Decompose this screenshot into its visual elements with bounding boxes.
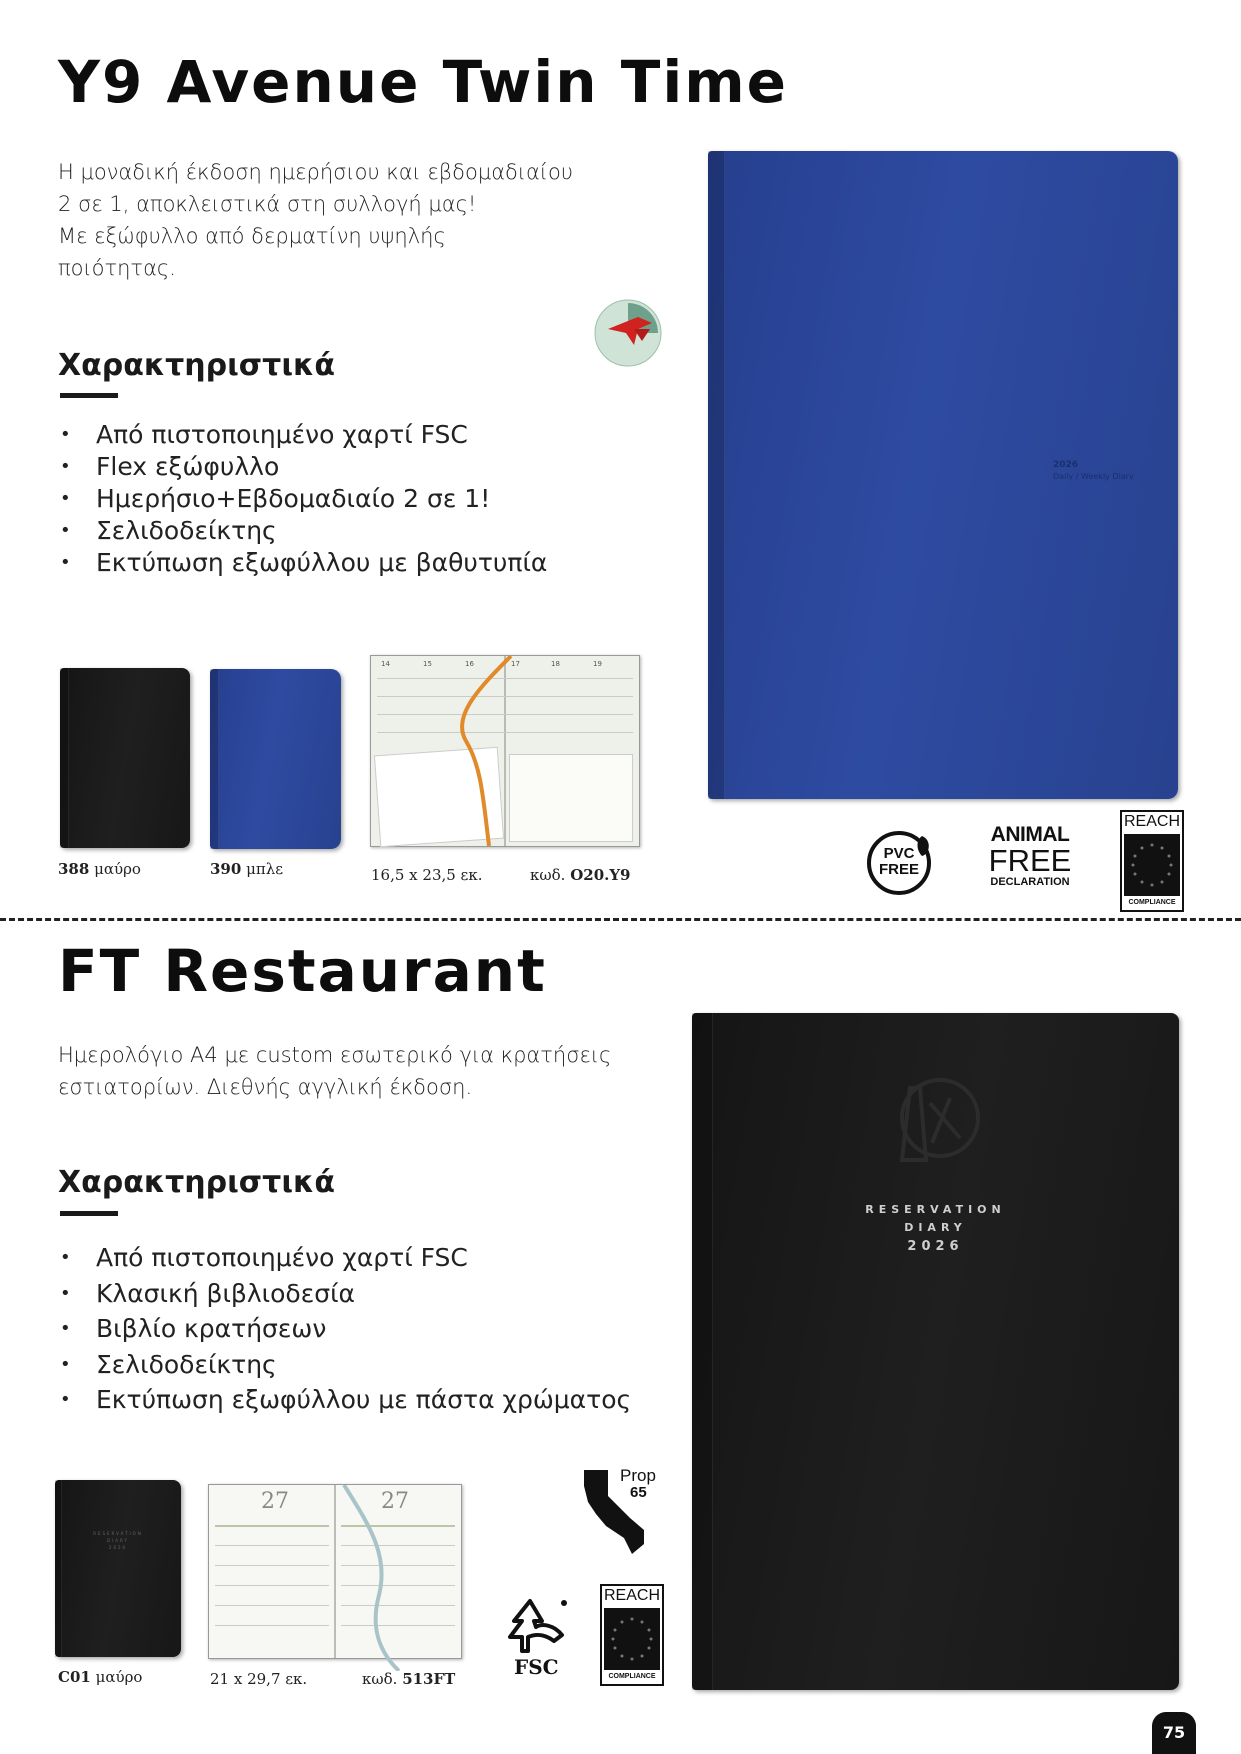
compliance-label: COMPLIANCE xyxy=(1128,899,1176,906)
diary-day-number: 27 xyxy=(381,1489,409,1514)
feature-item: • Από πιστοποιημένο χαρτί FSC xyxy=(58,1240,631,1276)
thumbnail-spine xyxy=(55,1480,62,1657)
diary-number: 17 xyxy=(511,660,520,668)
section1-feature-list xyxy=(58,419,547,579)
variant-caption-388 xyxy=(58,860,141,878)
cover-subtitle: DIARY xyxy=(904,1221,967,1234)
reach-label: REACH xyxy=(1123,813,1180,830)
diary-number: 15 xyxy=(423,660,432,668)
variant-thumbnail-blue xyxy=(210,669,341,849)
feature-item: • Εκτύπωση εξωφύλλου με βαθυτυπία xyxy=(58,547,547,579)
feature-item: • Εκτύπωση εξωφύλλου με πάστα χρώματος xyxy=(58,1382,631,1418)
feature-item: • Βιβλίο κρατήσεων xyxy=(58,1311,631,1347)
prop-65-badge xyxy=(580,1468,664,1558)
heading-underline xyxy=(60,393,118,398)
ribbon-bookmark xyxy=(371,656,639,846)
variant-caption-390 xyxy=(210,860,283,878)
intro-line: Ημερολόγιο Α4 με custom εσωτερικό για κρατήσεις xyxy=(58,1043,612,1067)
section1-features-heading: Χαρακτηριστικά xyxy=(58,348,335,383)
variant-code: 390 xyxy=(210,860,242,878)
feature-item: • Από πιστοποιημένο χαρτί FSC xyxy=(58,419,547,451)
intro-line: ποιότητας. xyxy=(58,256,176,280)
intro-line: Με εξώφυλλο από δερματίνη υψηλής xyxy=(58,224,446,248)
free-label: FREE xyxy=(988,843,1072,878)
bookmark-icon xyxy=(594,299,662,367)
code-label: κωδ. xyxy=(362,1670,398,1688)
feature-item: • Κλασική βιβλιοδεσία xyxy=(58,1276,631,1312)
variant-color: μαύρο xyxy=(95,1668,143,1686)
cover-year: 2026 xyxy=(1053,460,1079,470)
intro-line: εστιατορίων. Διεθνής αγγλική έκδοση. xyxy=(58,1075,473,1099)
cover-title: RESERVATION xyxy=(865,1203,1006,1216)
pvc-label: FREE xyxy=(878,861,919,878)
eu-stars-icon xyxy=(604,1608,660,1670)
heading-underline xyxy=(60,1211,118,1216)
product-code-caption xyxy=(530,866,631,884)
diary-day-number: 27 xyxy=(261,1489,289,1514)
restaurant-emboss-icon xyxy=(880,1068,990,1178)
page-number: 75 xyxy=(1152,1712,1196,1754)
cover-spine xyxy=(692,1013,713,1690)
diary-number: 18 xyxy=(551,660,560,668)
pvc-label: PVC xyxy=(883,845,915,862)
variant-code: C01 xyxy=(58,1668,91,1686)
animal-label: ANIMAL xyxy=(990,823,1070,846)
size-caption: 16,5 x 23,5 εκ. xyxy=(371,866,483,884)
variant-thumbnail-black xyxy=(55,1480,181,1657)
section2-feature-list xyxy=(58,1240,631,1418)
intro-line: 2 σε 1, αποκλειστικά στη συλλογή μας! xyxy=(58,192,477,216)
ribbon-bookmark xyxy=(209,1485,461,1671)
size-caption: 21 x 29,7 εκ. xyxy=(210,1670,308,1688)
open-diary-weekly-image xyxy=(370,655,640,847)
feature-item: • Ημερήσιο+Εβδομαδιαίο 2 σε 1! xyxy=(58,483,547,515)
product-code-caption xyxy=(362,1670,455,1688)
thumbnail-cover-line: RESERVATION xyxy=(93,1531,143,1536)
black-reservation-diary-cover-image xyxy=(692,1013,1179,1690)
prop-number: 65 xyxy=(630,1484,647,1501)
feature-item: • Σελιδοδείκτης xyxy=(58,515,547,547)
feature-item: • Flex εξώφυλλο xyxy=(58,451,547,483)
section1-title: Y9 Avenue Twin Time xyxy=(58,48,788,116)
reach-label: REACH xyxy=(603,1587,660,1604)
diary-number: 14 xyxy=(381,660,390,668)
product-code: 513FT xyxy=(402,1670,456,1688)
section2-features-heading: Χαρακτηριστικά xyxy=(58,1165,335,1200)
variant-color: μπλε xyxy=(246,860,283,878)
variant-caption-c01 xyxy=(58,1668,142,1686)
animal-free-badge xyxy=(984,824,1076,889)
variant-color: μαύρο xyxy=(94,860,141,878)
open-diary-daily-image xyxy=(208,1484,462,1659)
diary-number: 19 xyxy=(593,660,602,668)
code-label: κωδ. xyxy=(530,866,566,884)
feature-item: • Σελιδοδείκτης xyxy=(58,1347,631,1383)
blue-diary-cover-image xyxy=(708,151,1178,799)
section-divider xyxy=(0,918,1241,921)
thumbnail-cover-line: 2026 xyxy=(108,1545,128,1550)
cover-spine xyxy=(708,151,725,799)
variant-code: 388 xyxy=(58,860,90,878)
fsc-label: FSC xyxy=(514,1655,559,1679)
fsc-badge xyxy=(508,1597,570,1677)
intro-line: Η μοναδική έκδοση ημερήσιου και εβδομαδιαίου xyxy=(58,160,573,184)
thumbnail-spine xyxy=(60,668,69,848)
section1-intro xyxy=(58,156,573,284)
prop-label: Prop xyxy=(620,1466,656,1485)
declaration-label: DECLARATION xyxy=(990,876,1070,888)
fsc-tree-icon xyxy=(508,1597,570,1655)
section2-intro xyxy=(58,1039,611,1103)
thumbnail-spine xyxy=(210,669,219,849)
section2-title: FT Restaurant xyxy=(58,937,547,1005)
variant-thumbnail-black xyxy=(60,668,190,848)
cover-subtitle: Daily / Weekly Diary xyxy=(1053,472,1134,481)
cover-year: 2026 xyxy=(907,1239,964,1254)
pvc-free-badge-icon xyxy=(866,826,936,896)
reach-badge xyxy=(1120,810,1184,912)
pvc-badge-text xyxy=(874,846,924,878)
reach-badge xyxy=(600,1584,664,1686)
diary-number: 16 xyxy=(465,660,474,668)
thumbnail-cover-line: DIARY xyxy=(107,1538,129,1543)
compliance-label: COMPLIANCE xyxy=(608,1673,656,1680)
thumbnail-cover-text xyxy=(55,1530,181,1551)
eu-stars-icon xyxy=(1124,834,1180,896)
product-code: O20.Y9 xyxy=(570,866,631,884)
